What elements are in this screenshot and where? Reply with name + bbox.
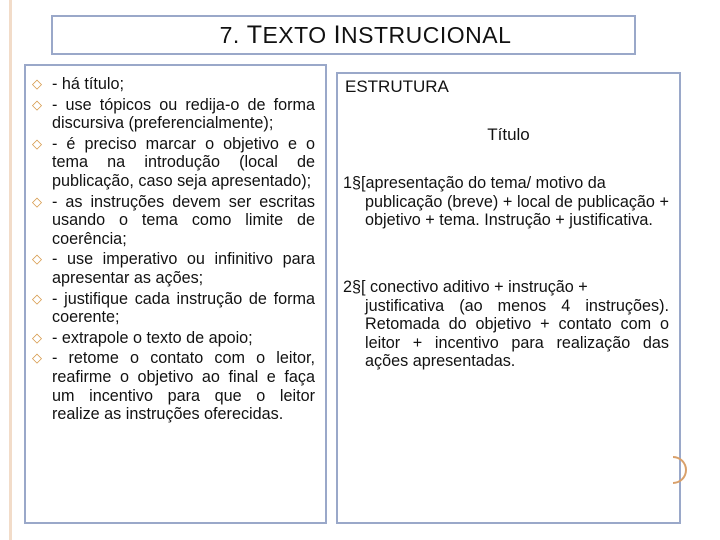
diamond-bullet-icon: ◇ <box>32 193 42 209</box>
guidelines-list <box>30 75 315 426</box>
diamond-bullet-icon: ◇ <box>32 251 42 267</box>
title-word1-rest: EXTO <box>262 21 327 48</box>
diamond-bullet-icon: ◇ <box>32 329 42 345</box>
paragraph-1-body: publicação (breve) + local de publicação + objetivo + tema. Instrução + justificativa. <box>365 192 669 230</box>
guidelines-panel <box>24 64 327 524</box>
paragraph-2-lead: 2§[ conectivo aditivo + instrução + <box>343 278 588 296</box>
diamond-bullet-icon: ◇ <box>32 350 42 366</box>
page-title <box>220 21 512 50</box>
list-item-text: - use tópicos ou redija-o de forma discursiva (preferencialmente); <box>52 95 315 133</box>
paragraph-2-structure <box>343 278 669 371</box>
diamond-bullet-icon: ◇ <box>32 96 42 112</box>
structure-heading: ESTRUTURA <box>345 77 449 96</box>
structure-title-label: Título <box>487 125 530 144</box>
paragraph-1-lead: 1§[apresentação do tema/ motivo da <box>343 174 606 192</box>
list-item-text: - as instruções devem ser escritas usando o tema como limite de coerência; <box>52 192 315 248</box>
list-item <box>30 290 315 327</box>
diamond-bullet-icon: ◇ <box>32 135 42 151</box>
title-word2-rest: NSTRUCIONAL <box>341 21 512 48</box>
list-item <box>30 135 315 191</box>
list-item-text: - use imperativo ou infinitivo para apresentar as ações; <box>52 250 315 287</box>
decorative-circle <box>673 456 687 484</box>
list-item <box>30 75 315 94</box>
diamond-bullet-icon: ◇ <box>32 76 42 91</box>
paragraph-1-structure <box>343 174 669 230</box>
diamond-bullet-icon: ◇ <box>32 290 42 306</box>
decorative-left-rule <box>9 0 12 540</box>
title-box <box>51 15 636 55</box>
list-item <box>30 349 315 423</box>
title-number: 7. <box>219 21 240 48</box>
list-item-text: - extrapole o texto de apoio; <box>52 328 253 347</box>
list-item-text: - é preciso marcar o objetivo e o tema na introdução (local de publicação, caso seja apresentado); <box>52 134 315 190</box>
paragraph-2-body: justificativa (ao menos 4 instruções). Retomada do objetivo + contato com o leitor + incentivo para realização das ações apresentadas. <box>365 296 669 371</box>
title-word2-initial: I <box>333 20 342 49</box>
list-item-text: - retome o contato com o leitor, reafirme o objetivo ao final e faça um incentivo para que o leitor realize as instruções oferecidas. <box>52 349 315 424</box>
title-word1-initial: T <box>246 20 263 49</box>
list-item <box>30 250 315 287</box>
list-item-text: - há título; <box>52 75 124 93</box>
list-item <box>30 329 315 348</box>
list-item-text: - justifique cada instrução de forma coerente; <box>52 289 315 327</box>
structure-panel <box>336 72 681 524</box>
list-item <box>30 96 315 133</box>
list-item <box>30 193 315 249</box>
